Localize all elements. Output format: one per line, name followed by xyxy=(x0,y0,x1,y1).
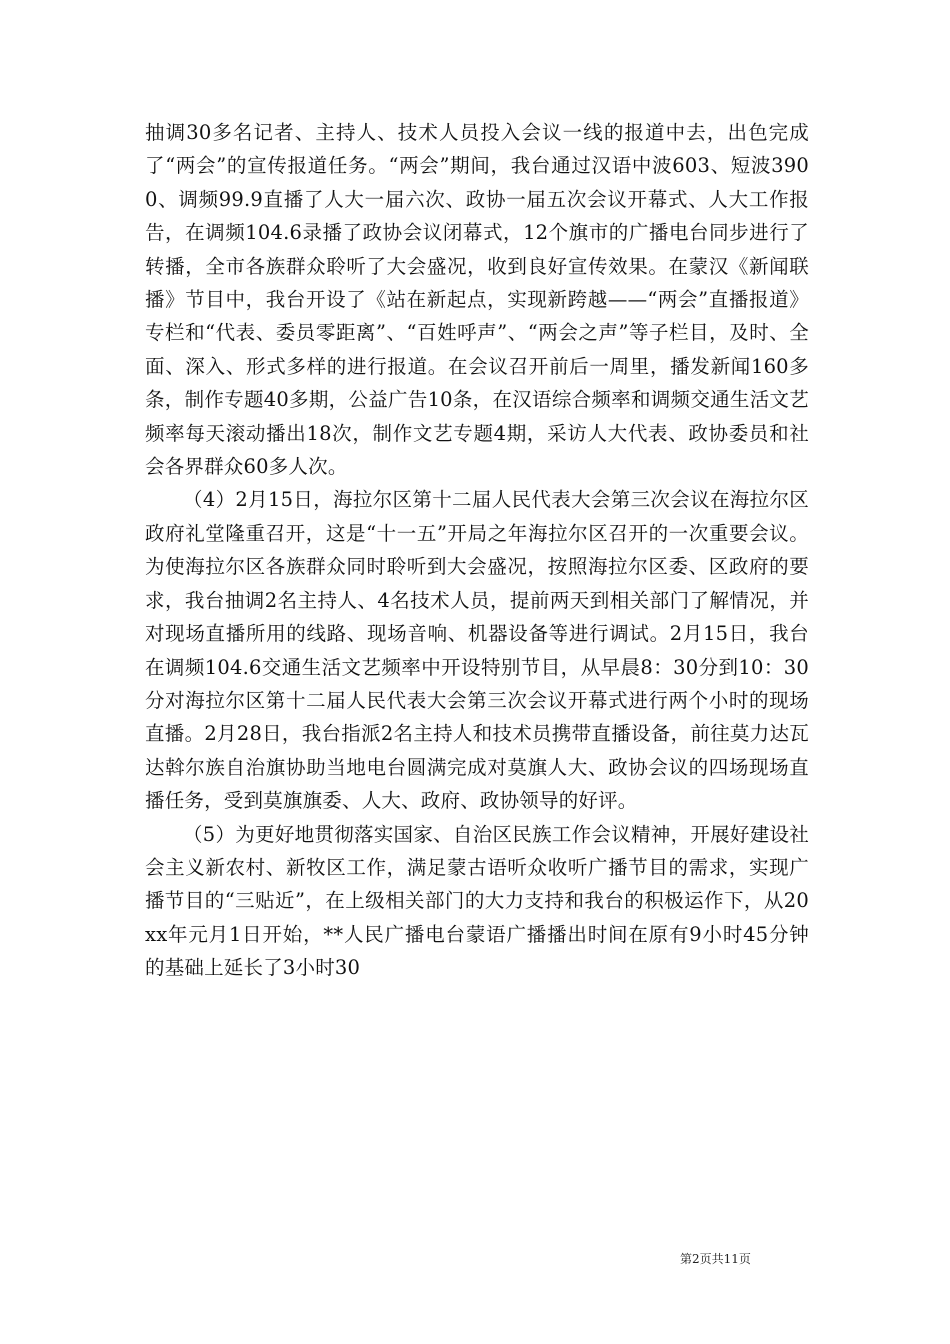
page-footer xyxy=(680,1250,840,1267)
paragraph-2: （4）2月15日，海拉尔区第十二届人民代表大会第三次会议在海拉尔区政府礼堂隆重召开，这是“十一五”开局之年海拉尔区召开的一次重要会议。为使海拉尔区各族群众同时聆听到大会盛况，按照海拉尔区委、区政府的要求，我台抽调2名主持人、4名技术人员，提前两天到相关部门了解情况，并对现场直播所用的线路、现场音响、机器设备等进行调试。2月15日，我台在调频104.6交通生活文艺频率中开设特别节目，从早晨8：30分到10：30分对海拉尔区第十二届人民代表大会第三次会议开幕式进行两个小时的现场直播。2月28日，我台指派2名主持人和技术员携带直播设备，前往莫力达瓦达斡尔族自治旗协助当地电台圆满完成对莫旗人大、政协会议的四场现场直播任务，受到莫旗旗委、人大、政府、政协领导的好评。 xyxy=(145,488,809,813)
paragraph-1: 抽调30多名记者、主持人、技术人员投入会议一线的报道中去，出色完成了“两会”的宣传报道任务。“两会”期间，我台通过汉语中波603、短波3900、调频99.9直播了人大一届六次、政协一届五次会议开幕式、人大工作报告，在调频104.6录播了政协会议闭幕式，12个旗市的广播电台同步进行了转播，全市各族群众聆听了大会盛况，收到良好宣传效果。在蒙汉《新闻联播》节目中，我台开设了《站在新起点，实现新跨越——“两会”直播报道》专栏和“代表、委员零距离”、“百姓呼声”、“两会之声”等子栏目，及时、全面、深入、形式多样的进行报道。在会议召开前后一周里，播发新闻160多条，制作专题40多期，公益广告10条，在汉语综合频率和调频交通生活文艺频率每天滚动播出18次，制作文艺专题4期，采访人大代表、政协委员和社会各界群众60多人次。 xyxy=(145,121,809,479)
document-body xyxy=(145,116,809,985)
page-number: 第2页共11页 xyxy=(680,1252,751,1266)
paragraph-3: （5）为更好地贯彻落实国家、自治区民族工作会议精神，开展好建设社会主义新农村、新牧区工作，满足蒙古语听众收听广播节目的需求，实现广播节目的“三贴近”，在上级相关部门的大力支持和我台的积极运作下，从20xx年元月1日开始，**人民广播电台蒙语广播播出时间在原有9小时45分钟的基础上延长了3小时30 xyxy=(145,822,809,980)
